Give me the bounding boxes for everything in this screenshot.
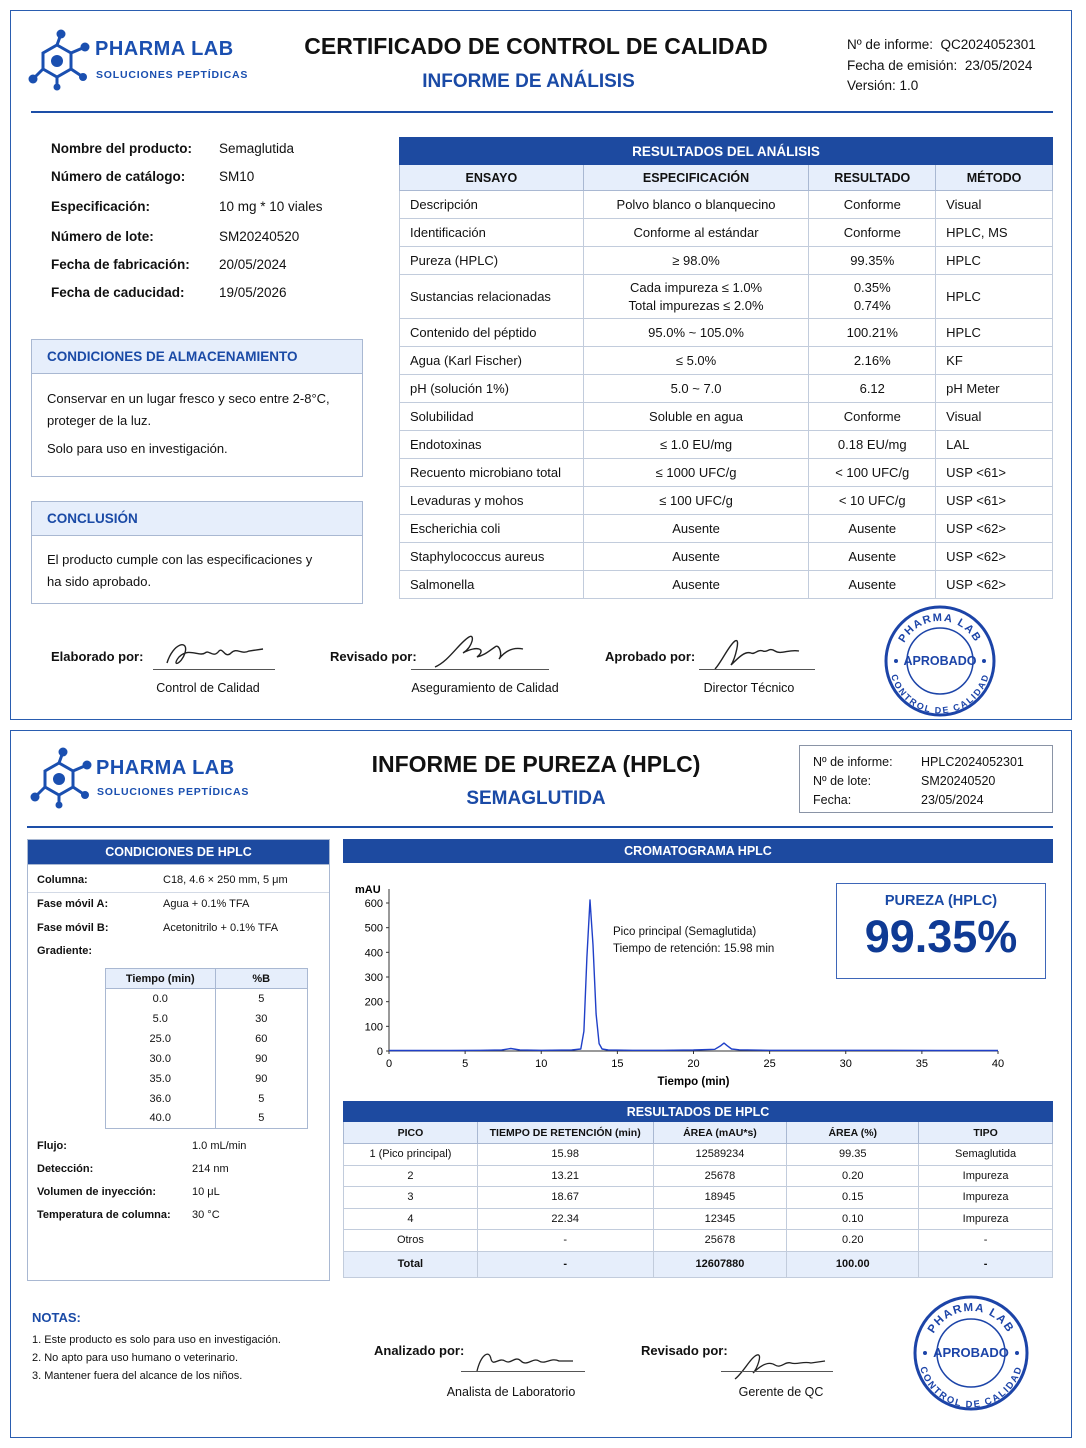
hplc-cell: 0.20: [787, 1165, 919, 1187]
signature-line: [411, 669, 549, 670]
hplc-total-row: [344, 1251, 1053, 1277]
annotation-line-1: Pico principal (Semaglutida): [613, 926, 757, 938]
hplc-cell: 13.21: [477, 1165, 653, 1187]
gradient-row: [106, 1009, 308, 1029]
purity-box: [836, 883, 1046, 979]
x-tick-label: 20: [687, 1058, 700, 1070]
result-method: Visual: [936, 403, 1053, 431]
result-test: Solubilidad: [400, 403, 584, 431]
result-row: [400, 515, 1053, 543]
result-test: pH (solución 1%): [400, 375, 584, 403]
purity-report-sheet: [10, 730, 1072, 1438]
col-spec: ESPECIFICACIÓN: [583, 165, 809, 191]
result-row: [400, 319, 1053, 347]
brand-name: PHARMA LAB: [95, 38, 234, 60]
notes-title: NOTAS:: [32, 1310, 81, 1325]
gradient-row: [106, 1089, 308, 1109]
result-method: USP <61>: [936, 459, 1053, 487]
result-row: [400, 543, 1053, 571]
signature-analyzed-icon: [469, 1345, 579, 1377]
result-method: USP <61>: [936, 487, 1053, 515]
brand-name: PHARMA LAB: [96, 757, 235, 779]
svg-text:PHARMA LAB: PHARMA LAB: [896, 611, 984, 645]
purity-value: 99.35%: [864, 911, 1018, 962]
result-value: 0.18 EU/mg: [809, 431, 936, 459]
conclusion-title: CONCLUSIÓN: [32, 502, 362, 536]
result-spec: ≤ 1000 UFC/g: [583, 459, 809, 487]
result-row: [400, 275, 1053, 319]
result-test: Levaduras y mohos: [400, 487, 584, 515]
brand-subtitle: SOLUCIONES PEPTÍDICAS: [97, 786, 250, 798]
analyzed-by-label: Analizado por:: [374, 1343, 465, 1358]
result-spec: Cada impureza ≤ 1.0% Total impurezas ≤ 2.0%: [583, 275, 809, 319]
signature-reviewed-icon: [729, 1349, 829, 1383]
expiry-date-row: Fecha de caducidad: 19/05/2026: [51, 285, 287, 300]
result-value: 6.12: [809, 375, 936, 403]
header-divider: [31, 111, 1053, 113]
hplc-cell: 0.10: [787, 1208, 919, 1230]
manufacture-date-row: Fecha de fabricación: 20/05/2024: [51, 257, 287, 272]
x-tick-label: 10: [535, 1058, 548, 1070]
col-retention: TIEMPO DE RETENCIÓN (min): [477, 1122, 653, 1144]
note-item: 3. Mantener fuera del alcance de los niños.: [32, 1370, 243, 1382]
x-axis-label: Tiempo (min): [657, 1076, 730, 1088]
result-spec: Soluble en agua: [583, 403, 809, 431]
hplc-row: [344, 1144, 1053, 1166]
hplc-cell: 12345: [653, 1208, 787, 1230]
molecule-logo-icon: [29, 747, 99, 809]
hplc-cell: 15.98: [477, 1144, 653, 1166]
storage-conditions-box: [31, 339, 363, 477]
result-spec: Ausente: [583, 571, 809, 599]
page-title: CERTIFICADO DE CONTROL DE CALIDAD: [304, 33, 768, 59]
hplc-cell: 0.20: [787, 1230, 919, 1252]
result-test: Recuento microbiano total: [400, 459, 584, 487]
svg-text:APROBADO: APROBADO: [903, 654, 977, 668]
storage-title: CONDICIONES DE ALMACENAMIENTO: [32, 340, 362, 374]
y-tick-label: 0: [376, 1046, 383, 1058]
reviewed-by-role: Aseguramiento de Calidad: [411, 681, 559, 695]
gradient-time: 36.0: [106, 1089, 216, 1109]
result-row: [400, 459, 1053, 487]
x-tick-label: 40: [991, 1058, 1005, 1070]
col-method: MÉTODO: [936, 165, 1053, 191]
hplc-cell: 25678: [653, 1165, 787, 1187]
result-value: 100.21%: [809, 319, 936, 347]
hplc-row: [344, 1230, 1053, 1252]
reviewed-by-label: Revisado por:: [641, 1343, 728, 1358]
y-tick-label: 100: [364, 1021, 383, 1034]
col-peak: PICO: [344, 1122, 478, 1144]
hplc-cell: Semaglutida: [919, 1144, 1053, 1166]
hplc-cell: 22.34: [477, 1208, 653, 1230]
signature-line: [461, 1371, 585, 1372]
result-spec: ≤ 1.0 EU/mg: [583, 431, 809, 459]
y-tick-label: 600: [364, 898, 383, 910]
report-meta: [847, 35, 1067, 97]
result-spec: ≤ 100 UFC/g: [583, 487, 809, 515]
result-row: [400, 347, 1053, 375]
gradient-b: 5: [215, 989, 308, 1009]
gradient-b: 5: [215, 1089, 308, 1109]
result-value: Conforme: [809, 191, 936, 219]
conclusion-line-1: El producto cumple con las especificaciones y: [47, 552, 313, 567]
signature-line: [699, 669, 815, 670]
svg-text:PHARMA LAB: PHARMA LAB: [925, 1301, 1017, 1336]
hplc-cell: Impureza: [919, 1187, 1053, 1209]
hplc-cell: -: [919, 1230, 1053, 1252]
product-name-row: Nombre del producto: Semaglutida: [51, 141, 295, 156]
result-row: [400, 487, 1053, 515]
gradient-b: 60: [215, 1029, 308, 1049]
col-area: ÁREA (mAU*s): [653, 1122, 787, 1144]
gradient-time: 35.0: [106, 1069, 216, 1089]
gradient-time: 30.0: [106, 1049, 216, 1069]
result-method: LAL: [936, 431, 1053, 459]
hplc-conditions-panel: CONDICIONES DE HPLC Columna: C18, 4.6 × 250 mm, 5 μm Fase móvil A: Agua + 0.1% TFA Fase móvil B: Acetonitrilo + 0.1% TFA Gradiente: Tiempo (min) %B 0.0 5 5.0 30 25.0 60 30.0 90 35.0 90 36.0 5 40.0 5 Flujo: 1.0 mL/min Detección: 214 nm Volumen de inyección: 10 μL Temperatura de columna: 30 °C: [27, 839, 330, 1281]
molecule-logo-icon: [27, 29, 97, 91]
approved-stamp-icon: [882, 603, 998, 719]
result-method: USP <62>: [936, 543, 1053, 571]
hplc-row: [344, 1187, 1053, 1209]
gradient-b: 90: [215, 1069, 308, 1089]
specification-row: Especificación: 10 mg * 10 viales: [51, 199, 323, 214]
y-tick-label: 200: [364, 996, 383, 1009]
lot-number: Nº de lote: SM20240520: [813, 774, 996, 788]
result-row: [400, 219, 1053, 247]
result-method: HPLC: [936, 319, 1053, 347]
svg-text:CONTROL DE CALIDAD: CONTROL DE CALIDAD: [917, 1365, 1025, 1411]
result-test: Pureza (HPLC): [400, 247, 584, 275]
result-method: Visual: [936, 191, 1053, 219]
hplc-total-cell: -: [477, 1251, 653, 1277]
x-tick-label: 5: [462, 1058, 469, 1070]
gradient-b: 90: [215, 1049, 308, 1069]
result-test: Identificación: [400, 219, 584, 247]
hplc-cell: 12589234: [653, 1144, 787, 1166]
col-type: TIPO: [919, 1122, 1053, 1144]
col-area-pct: ÁREA (%): [787, 1122, 919, 1144]
gradient-col-b: %B: [215, 969, 308, 989]
analyzed-by-role: Analista de Laboratorio: [446, 1385, 576, 1399]
purity-label: PUREZA (HPLC): [884, 893, 998, 909]
hplc-results-table: [343, 1101, 1053, 1278]
report-number: Nº de informe: QC2024052301: [847, 37, 1036, 52]
approved-by-role: Director Técnico: [703, 681, 795, 695]
storage-line-1: Conservar en un lugar fresco y seco entre 2-8°C,: [47, 391, 330, 406]
result-spec: 5.0 ~ 7.0: [583, 375, 809, 403]
analysis-results-table: [399, 137, 1053, 599]
result-value: Conforme: [809, 219, 936, 247]
hplc-cell: 25678: [653, 1230, 787, 1252]
hplc-total-cell: 100.00: [787, 1251, 919, 1277]
gradient-time: 5.0: [106, 1009, 216, 1029]
result-spec: ≤ 5.0%: [583, 347, 809, 375]
result-spec: Conforme al estándar: [583, 219, 809, 247]
result-method: KF: [936, 347, 1053, 375]
result-spec: Ausente: [583, 543, 809, 571]
notes-list: [32, 1331, 281, 1385]
result-test: Agua (Karl Fischer): [400, 347, 584, 375]
svg-text:CONTROL DE CALIDAD: CONTROL DE CALIDAD: [889, 672, 991, 716]
result-test: Descripción: [400, 191, 584, 219]
catalog-number-row: Número de catálogo: SM10: [51, 169, 255, 184]
result-row: [400, 571, 1053, 599]
chromatogram-caption: CROMATOGRAMA HPLC: [343, 839, 1053, 863]
result-value: Ausente: [809, 571, 936, 599]
result-test: Escherichia coli: [400, 515, 584, 543]
result-spec: 95.0% ~ 105.0%: [583, 319, 809, 347]
note-item: 2. No apto para uso humano o veterinario.: [32, 1352, 239, 1364]
result-value: 2.16%: [809, 347, 936, 375]
hplc-row: [344, 1165, 1053, 1187]
result-spec: Polvo blanco o blanquecino: [583, 191, 809, 219]
gradient-col-time: Tiempo (min): [106, 969, 216, 989]
result-method: USP <62>: [936, 515, 1053, 543]
gradient-row: [106, 1109, 308, 1129]
issue-date: Fecha de emisión: 23/05/2024: [847, 57, 1033, 73]
result-method: HPLC: [936, 247, 1053, 275]
col-result: RESULTADO: [809, 165, 936, 191]
result-test: Staphylococcus aureus: [400, 543, 584, 571]
approved-by-label: Aprobado por:: [605, 649, 696, 664]
page-subtitle: INFORME DE ANÁLISIS: [422, 71, 635, 92]
result-spec: Ausente: [583, 515, 809, 543]
result-method: HPLC: [936, 275, 1053, 319]
result-method: pH Meter: [936, 375, 1053, 403]
gradient-time: 40.0: [106, 1109, 216, 1129]
hplc-cell: 18945: [653, 1187, 787, 1209]
hplc-cell: Impureza: [919, 1165, 1053, 1187]
product-info: [51, 141, 391, 321]
hplc-results-caption: RESULTADOS DE HPLC: [344, 1102, 1053, 1122]
chromatogram-panel: [343, 839, 1053, 1095]
prepared-by-label: Elaborado por:: [51, 649, 144, 664]
hplc-cell: 2: [344, 1165, 478, 1187]
prepared-by-role: Control de Calidad: [156, 681, 260, 695]
x-tick-label: 25: [763, 1058, 776, 1070]
report-number: Nº de informe: HPLC2024052301: [813, 755, 1024, 769]
results-caption: RESULTADOS DEL ANÁLISIS: [400, 138, 1053, 165]
header-divider: [27, 826, 1053, 828]
signature-line: [153, 669, 275, 670]
gradient-row: [106, 1049, 308, 1069]
hplc-cell: 99.35: [787, 1144, 919, 1166]
hplc-cell: Otros: [344, 1230, 478, 1252]
version: Versión: 1.0: [847, 78, 919, 93]
conclusion-line-2: ha sido aprobado.: [47, 574, 152, 589]
hplc-cell: 1 (Pico principal): [344, 1144, 478, 1166]
result-value: 0.35% 0.74%: [809, 275, 936, 319]
result-value: 99.35%: [809, 247, 936, 275]
hplc-total-cell: -: [919, 1251, 1053, 1277]
gradient-row: [106, 1069, 308, 1089]
result-row: [400, 247, 1053, 275]
storage-line-3: Solo para uso en investigación.: [47, 441, 228, 456]
result-spec: ≥ 98.0%: [583, 247, 809, 275]
conditions-caption: CONDICIONES DE HPLC: [28, 840, 329, 864]
y-tick-label: 500: [364, 922, 383, 935]
hplc-cell: Impureza: [919, 1208, 1053, 1230]
result-method: USP <62>: [936, 571, 1053, 599]
result-test: Contenido del péptido: [400, 319, 584, 347]
quality-certificate-sheet: [10, 10, 1072, 720]
gradient-time: 0.0: [106, 989, 216, 1009]
hplc-cell: -: [477, 1230, 653, 1252]
result-value: Ausente: [809, 515, 936, 543]
result-row: [400, 403, 1053, 431]
brand-subtitle: SOLUCIONES PEPTÍDICAS: [96, 69, 249, 81]
reviewed-by-label: Revisado por:: [330, 649, 417, 664]
hplc-row: [344, 1208, 1053, 1230]
x-tick-label: 0: [385, 1058, 393, 1070]
signature-reviewed-icon: [429, 631, 529, 673]
conclusion-box: [31, 501, 363, 604]
storage-line-2: proteger de la luz.: [47, 413, 152, 428]
note-item: 1. Este producto es solo para uso en investigación.: [32, 1334, 281, 1346]
y-tick-label: 300: [364, 972, 383, 984]
gradient-b: 30: [215, 1009, 308, 1029]
hplc-total-cell: Total: [344, 1251, 478, 1277]
y-tick-label: 400: [364, 947, 383, 960]
result-test: Endotoxinas: [400, 431, 584, 459]
result-row: [400, 431, 1053, 459]
lot-number-row: Número de lote: SM20240520: [51, 229, 300, 244]
page-title: INFORME DE PUREZA (HPLC): [371, 751, 701, 777]
x-tick-label: 15: [611, 1058, 624, 1070]
result-test: Sustancias relacionadas: [400, 275, 584, 319]
result-test: Salmonella: [400, 571, 584, 599]
x-tick-label: 35: [915, 1058, 928, 1070]
result-value: < 100 UFC/g: [809, 459, 936, 487]
result-row: [400, 191, 1053, 219]
gradient-row: [106, 1029, 308, 1049]
y-axis-label: mAU: [355, 884, 381, 896]
report-meta-box: [799, 745, 1053, 813]
result-value: Ausente: [809, 543, 936, 571]
svg-text:APROBADO: APROBADO: [933, 1345, 1009, 1360]
gradient-b: 5: [215, 1109, 308, 1129]
gradient-table: [105, 968, 308, 1129]
report-date: Fecha: 23/05/2024: [813, 793, 984, 807]
signature-prepared-icon: [159, 637, 269, 673]
approved-stamp-icon: [911, 1293, 1031, 1413]
hplc-cell: 0.15: [787, 1187, 919, 1209]
result-value: Conforme: [809, 403, 936, 431]
result-row: [400, 375, 1053, 403]
signature-line: [721, 1371, 833, 1372]
result-value: < 10 UFC/g: [809, 487, 936, 515]
hplc-cell: 18.67: [477, 1187, 653, 1209]
page-subtitle: SEMAGLUTIDA: [466, 788, 606, 809]
reviewed-by-role: Gerente de QC: [738, 1385, 824, 1399]
annotation-line-2: Tiempo de retención: 15.98 min: [613, 943, 775, 955]
hplc-cell: 4: [344, 1208, 478, 1230]
peak-annotation: [613, 924, 774, 958]
x-tick-label: 30: [839, 1058, 852, 1070]
gradient-time: 25.0: [106, 1029, 216, 1049]
gradient-row: [106, 989, 308, 1009]
col-test: ENSAYO: [400, 165, 584, 191]
result-method: HPLC, MS: [936, 219, 1053, 247]
hplc-total-cell: 12607880: [653, 1251, 787, 1277]
hplc-cell: 3: [344, 1187, 478, 1209]
